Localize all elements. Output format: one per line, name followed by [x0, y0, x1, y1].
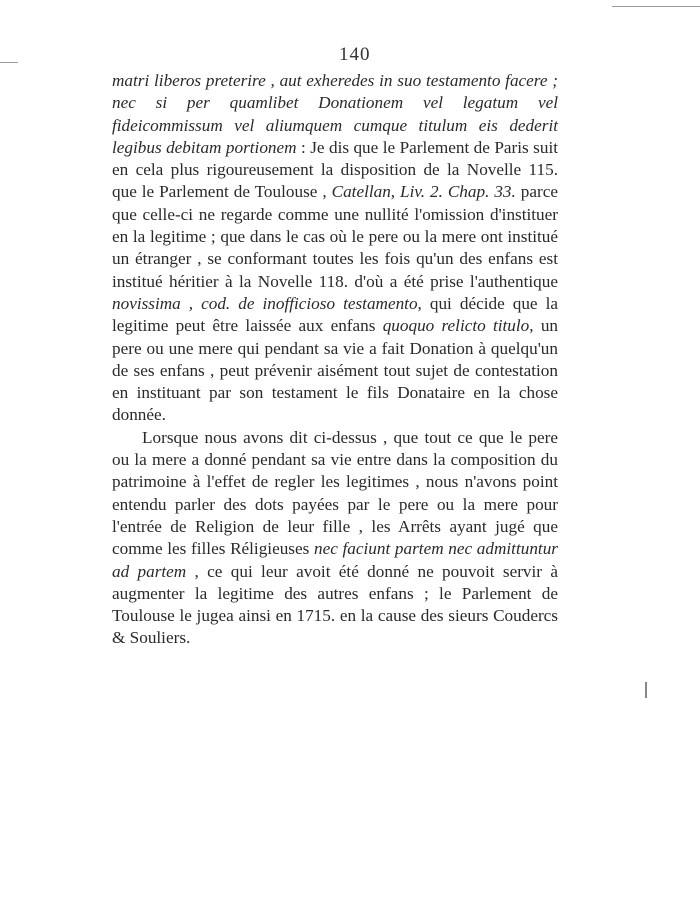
paragraph-1-text-c: , qui décide que la legitime peut être laissée aux enfans — [112, 293, 558, 336]
scan-edge-line — [612, 6, 700, 7]
paragraph-2 — [112, 427, 558, 650]
latin-quote: matri liberos preterire , aut exheredes in suo testamento facere ; nec si per quamlibet Donationem vel legatum vel fideicommissum vel aliumquem cumque titulum eis dederit legibus debitam portionem — [112, 71, 558, 157]
body-text — [112, 70, 558, 650]
paragraph-1-text-b: parce que celle-ci ne regarde comme une nullité l'omission d'instituer en la legitime ; que dans le cas où le pere ou la mere ont institué un étranger , se conformant toutes les fois qu'un des enfans est institué héritier à la Novelle 118. d'où a été prise l'authentique — [112, 182, 558, 291]
latin-phrase: nec faciunt partem nec admittuntur ad partem — [112, 539, 558, 581]
authentic-reference: novissima , cod. de inofficioso testamento — [112, 293, 418, 313]
paragraph-1-text-d: , un pere ou une mere qui pendant sa vie a fait Donation à quelqu'un de ses enfans , peut prévenir aisément tout sujet de contestation en instituant par son testament le fils Donataire en la chose donnée. — [112, 316, 559, 425]
page-number: 140 — [339, 44, 371, 65]
scan-edge-mark — [0, 62, 18, 63]
paragraph-1-text-a: : Je dis que le Parlement de Paris suit en cela plus rigoureusement la disposition de la Novelle 115. que le Parlement de Toulouse , — [112, 137, 558, 202]
paragraph-2-text-a: Lorsque nous avons dit ci-dessus , que tout ce que le pere ou la mere a donné pendant sa vie entre dans la composition du patrimoine à l'effet de regler les legitimes , nous n'avons point entendu parler des dots payées par le pere ou la mere pour l'entrée de Religion de leur fille , les Arrêts ayant jugé que comme les filles Réligieuses — [112, 427, 558, 559]
citation: Catellan, Liv. 2. Chap. 33. — [331, 182, 516, 202]
quoquo-phrase: quoquo relicto titulo — [382, 316, 530, 336]
paragraph-2-text-b: , ce qui leur avoit été donné ne pouvoit servir à augmenter la legitime des autres enfans ; le Parlement de Toulouse le jugea ainsi en 1715. en la cause des sieurs Coudercs & Souliers. — [112, 561, 558, 648]
paragraph-1 — [112, 70, 558, 427]
margin-mark — [645, 682, 647, 698]
